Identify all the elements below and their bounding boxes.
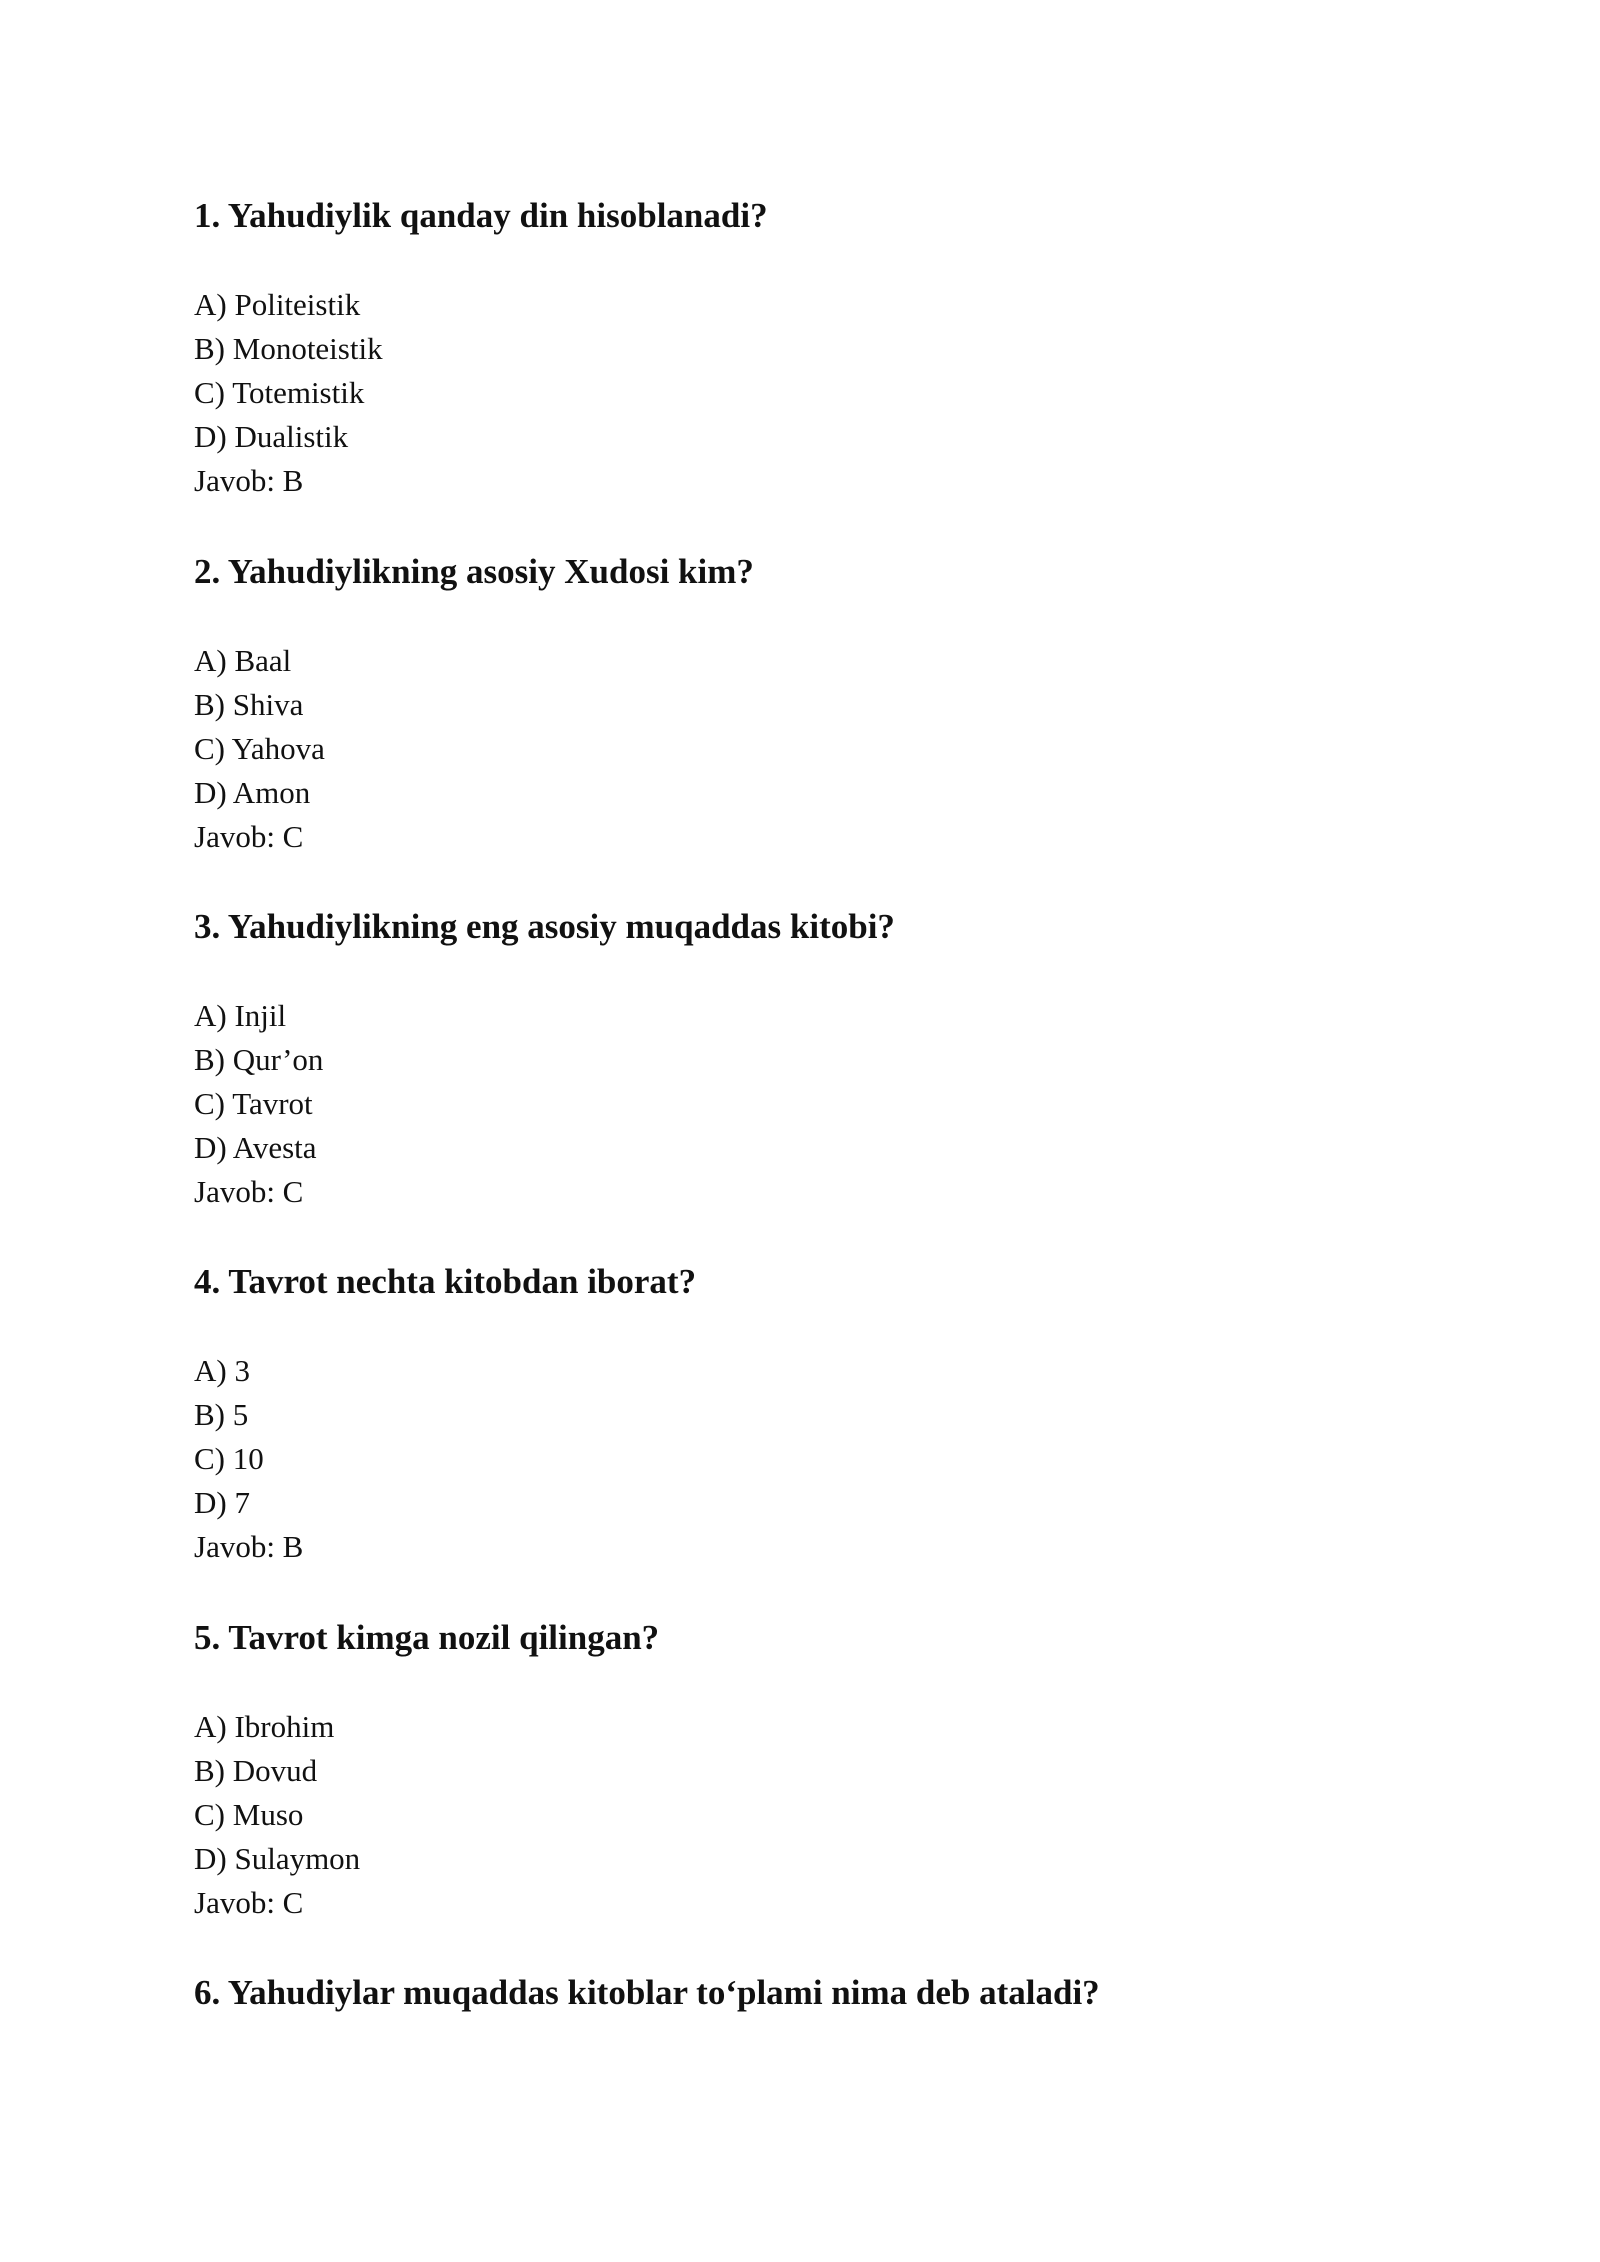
option-list <box>194 639 1494 815</box>
option-d: D) Avesta <box>194 1130 317 1165</box>
option-b: B) Qur’on <box>194 1042 324 1077</box>
option-a: A) Ibrohim <box>194 1709 335 1744</box>
answer-line: Javob: B <box>194 1529 304 1564</box>
option-list <box>194 283 1494 459</box>
option-d: D) Sulaymon <box>194 1841 361 1876</box>
question-block <box>194 196 1494 503</box>
option-c: C) Tavrot <box>194 1086 313 1121</box>
question-block <box>194 907 1494 1214</box>
option-b: B) 5 <box>194 1397 249 1432</box>
question-title: 3. Yahudiylikning eng asosiy muqaddas kitobi? <box>194 907 895 946</box>
option-a: A) Politeistik <box>194 287 361 322</box>
answer-line: Javob: C <box>194 819 304 854</box>
option-a: A) Injil <box>194 998 287 1033</box>
option-b: B) Dovud <box>194 1753 318 1788</box>
question-title: 2. Yahudiylikning asosiy Xudosi kim? <box>194 552 754 591</box>
question-block <box>194 552 1494 859</box>
option-d: D) 7 <box>194 1485 250 1520</box>
question-block <box>194 1262 1494 1569</box>
option-c: C) 10 <box>194 1441 264 1476</box>
option-b: B) Shiva <box>194 687 304 722</box>
option-c: C) Muso <box>194 1797 304 1832</box>
answer-line: Javob: C <box>194 1885 304 1920</box>
option-d: D) Dualistik <box>194 419 349 454</box>
option-d: D) Amon <box>194 775 311 810</box>
option-c: C) Yahova <box>194 731 325 766</box>
option-c: C) Totemistik <box>194 375 365 410</box>
option-list <box>194 994 1494 1170</box>
option-list <box>194 1705 1494 1881</box>
question-title: 5. Tavrot kimga nozil qilingan? <box>194 1618 660 1657</box>
option-a: A) Baal <box>194 643 292 678</box>
answer-line: Javob: B <box>194 463 304 498</box>
question-block <box>194 1973 1494 2013</box>
option-b: B) Monoteistik <box>194 331 383 366</box>
option-a: A) 3 <box>194 1353 250 1388</box>
question-title: 4. Tavrot nechta kitobdan iborat? <box>194 1262 697 1301</box>
question-block <box>194 1618 1494 1925</box>
question-title: 1. Yahudiylik qanday din hisoblanadi? <box>194 196 768 235</box>
option-list <box>194 1349 1494 1525</box>
answer-line: Javob: C <box>194 1174 304 1209</box>
question-title: 6. Yahudiylar muqaddas kitoblar to‘plami nima deb ataladi? <box>194 1973 1100 2012</box>
